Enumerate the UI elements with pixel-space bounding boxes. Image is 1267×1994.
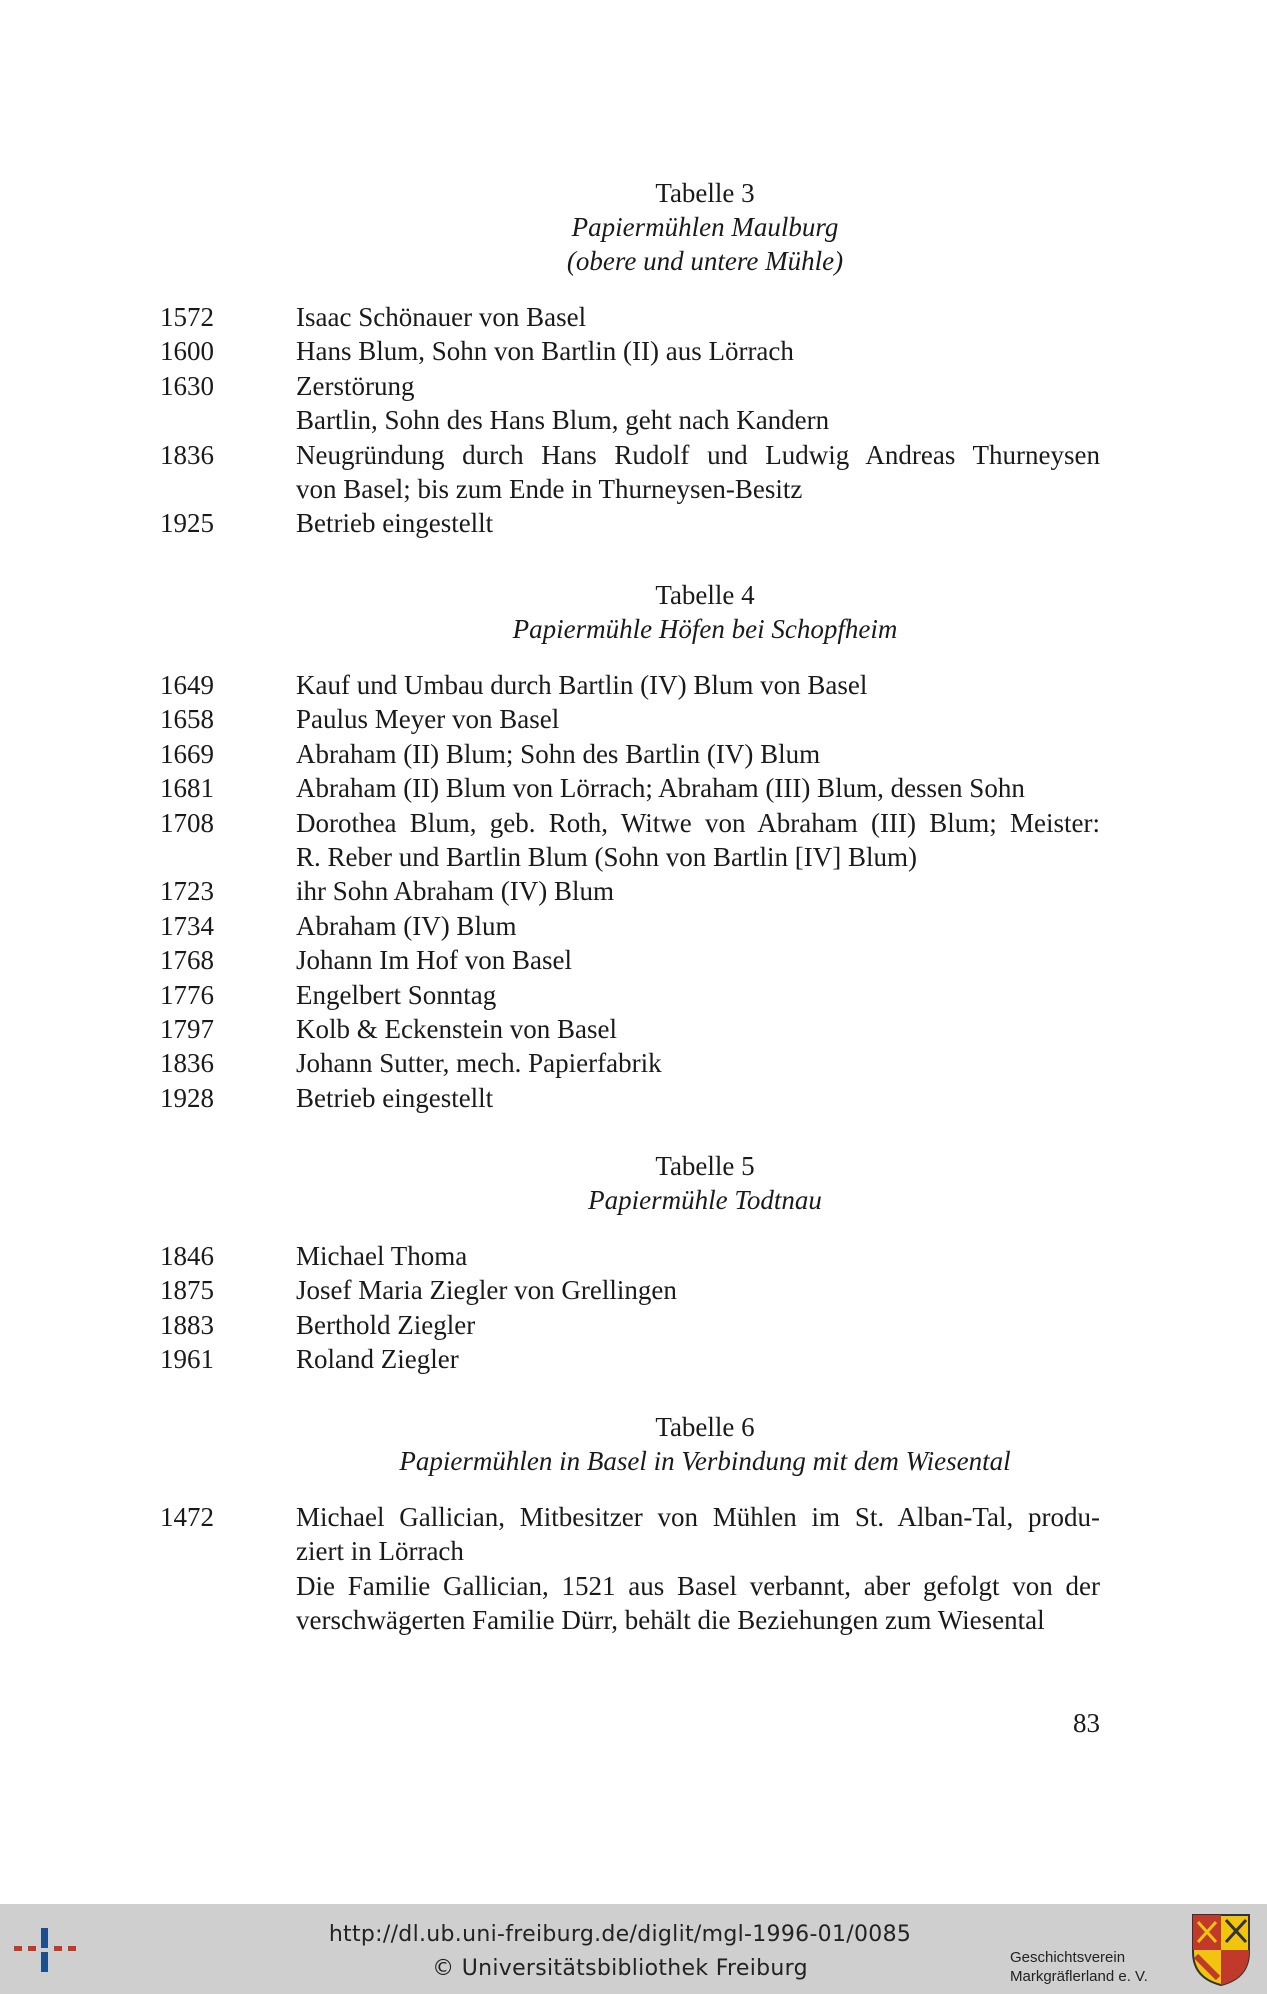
society-name-line: Geschichtsverein [1010,1949,1126,1966]
row-description [296,1500,1100,1638]
description-line: Michael Gallician, Mitbesitzer von Mühlen im St. Alban-Tal, produ- [296,1502,1100,1532]
row-year: 1649 [160,670,214,700]
table-row [160,1273,1100,1307]
table-row [160,438,1100,507]
description-line: R. Reber und Bartlin Blum (Sohn von Bartlin [IV] Blum) [296,842,917,873]
row-description [296,806,1100,875]
description-line: Johann Sutter, mech. Papierfabrik [296,1048,662,1079]
table-row [160,1239,1100,1273]
row-year: 1875 [160,1275,214,1306]
table-row [160,1012,1100,1046]
row-description [296,1239,1100,1273]
footer-copyright: © Universitätsbibliothek Freiburg [432,1956,808,1981]
description-line: von Basel; bis zum Ende in Thurneysen-Besitz [296,474,803,505]
description-line: ihr Sohn Abraham (IV) Blum [296,876,614,907]
row-description [296,771,1100,805]
row-description [296,334,1100,368]
row-description [296,1081,1100,1115]
row-description [296,702,1100,736]
row-year: 1836 [160,1048,214,1079]
description-line: Abraham (IV) Blum [296,910,517,941]
table-4 [160,578,1100,1115]
table-row [160,334,1100,368]
table-row [160,1308,1100,1342]
row-description [296,1308,1100,1342]
society-name-line: Markgräflerland e. V. [1010,1968,1148,1985]
description-line: Isaac Schönauer von Basel [296,302,587,332]
description-line: Abraham (II) Blum; Sohn des Bartlin (IV) Blum [296,738,821,769]
description-line: Dorothea Blum, geb. Roth, Witwe von Abraham (III) Blum; Meister: [296,807,1100,838]
table-6 [160,1410,1100,1638]
row-year: 1723 [160,876,214,907]
description-line: ziert in Lörrach [296,1536,464,1567]
description-line: Zerstörung [296,370,415,401]
description-line: Neugründung durch Hans Rudolf und Ludwig Andreas Thurneysen [296,439,1100,470]
table-row [160,874,1100,908]
table-row [160,943,1100,977]
row-year: 1681 [160,773,214,804]
description-line: verschwägerten Familie Dürr, behält die Beziehungen zum Wiesental [296,1605,1045,1636]
footer-bar [0,1904,1267,1994]
table-subtitle: Papiermühle Höfen bei Schopfheim [512,614,898,644]
table-rows [160,668,1100,1115]
table-3 [160,176,1100,541]
table-row [160,1081,1100,1115]
table-rows [160,1500,1100,1638]
table-row [160,909,1100,943]
page-number: 83 [1073,1708,1100,1738]
description-line: Engelbert Sonntag [296,979,497,1010]
row-year: 1846 [160,1241,214,1271]
description-line: Die Familie Gallician, 1521 aus Basel verbannt, aber gefolgt von der [296,1570,1100,1601]
table-row [160,300,1100,334]
table-row [160,771,1100,805]
row-description [296,874,1100,908]
table-subtitle: Papiermühlen in Basel in Verbindung mit dem Wiesental [399,1446,1011,1476]
row-description [296,737,1100,771]
row-description [296,369,1100,438]
row-year: 1572 [160,302,214,332]
row-year: 1669 [160,738,214,769]
table-subtitle: Papiermühle Todtnau [588,1185,822,1215]
row-year: 1961 [160,1344,214,1375]
description-line: Michael Thoma [296,1241,468,1271]
row-description [296,1273,1100,1307]
table-row [160,1500,1100,1638]
row-year: 1630 [160,370,214,401]
row-year: 1925 [160,508,214,539]
description-line: Josef Maria Ziegler von Grellingen [296,1275,677,1306]
table-row [160,806,1100,875]
row-year: 1836 [160,439,214,470]
description-line: Hans Blum, Sohn von Bartlin (II) aus Lörrach [296,336,794,367]
table-row [160,668,1100,702]
table-title: Tabelle 4 [655,580,755,610]
row-year: 1797 [160,1014,214,1045]
table-row [160,737,1100,771]
row-year: 1658 [160,704,214,735]
row-description [296,978,1100,1012]
society-name [1010,1948,1190,1986]
row-description [296,1046,1100,1080]
row-description [296,1342,1100,1376]
description-line: Betrieb eingestellt [296,508,494,539]
description-line: Betrieb eingestellt [296,1082,494,1113]
description-line: Paulus Meyer von Basel [296,704,560,735]
row-year: 1472 [160,1502,214,1532]
description-line: Bartlin, Sohn des Hans Blum, geht nach Kandern [296,405,830,436]
table-row [160,369,1100,438]
coat-of-arms-icon [1190,1912,1252,1988]
row-description [296,506,1100,540]
table-row [160,702,1100,736]
table-row [160,978,1100,1012]
row-year: 1600 [160,336,214,367]
footer-url-link[interactable]: http://dl.ub.uni-freiburg.de/diglit/mgl-1996-01/0085 [328,1922,912,1947]
table-title: Tabelle 5 [655,1151,755,1181]
description-line: Roland Ziegler [296,1344,459,1375]
row-year: 1928 [160,1082,214,1113]
table-subtitle: Papiermühlen Maulburg [571,212,839,242]
row-description [296,300,1100,334]
table-subtitle: (obere und untere Mühle) [566,246,844,276]
row-year: 1768 [160,945,214,976]
row-description [296,438,1100,507]
row-description [296,668,1100,702]
description-line: Berthold Ziegler [296,1309,476,1340]
table-rows [160,1239,1100,1377]
table-title: Tabelle 3 [655,178,755,208]
description-line: Kauf und Umbau durch Bartlin (IV) Blum von Basel [296,670,868,700]
table-5 [160,1149,1100,1377]
row-description [296,943,1100,977]
description-line: Johann Im Hof von Basel [296,945,572,976]
ub-freiburg-logo-icon [14,1926,80,1974]
row-year: 1776 [160,979,214,1010]
row-description [296,909,1100,943]
table-row [160,1342,1100,1376]
row-description [296,1012,1100,1046]
description-line: Abraham (II) Blum von Lörrach; Abraham (III) Blum, dessen Sohn [296,773,1025,804]
row-year: 1883 [160,1309,214,1340]
description-line: Kolb & Eckenstein von Basel [296,1014,617,1045]
table-row [160,506,1100,540]
row-year: 1734 [160,910,214,941]
row-year: 1708 [160,807,214,838]
table-title: Tabelle 6 [655,1412,755,1442]
table-row [160,1046,1100,1080]
table-rows [160,300,1100,541]
